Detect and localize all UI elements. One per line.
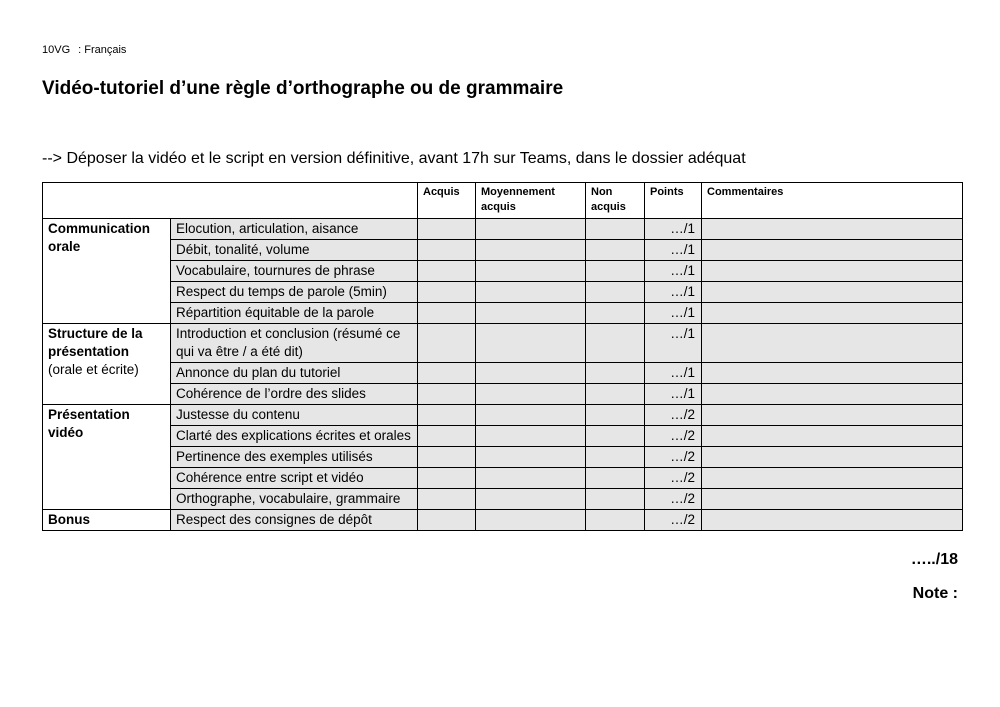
comment-cell[interactable] bbox=[702, 489, 963, 510]
criterion-label: Respect des consignes de dépôt bbox=[171, 510, 418, 531]
comment-cell[interactable] bbox=[702, 510, 963, 531]
acquis-cell[interactable] bbox=[418, 324, 476, 363]
table-row bbox=[43, 219, 963, 240]
criterion-label: Débit, tonalité, volume bbox=[171, 240, 418, 261]
comment-cell[interactable] bbox=[702, 324, 963, 363]
moyennement-acquis-cell[interactable] bbox=[476, 324, 586, 363]
table-row bbox=[43, 384, 963, 405]
non-acquis-cell[interactable] bbox=[586, 489, 645, 510]
acquis-cell[interactable] bbox=[418, 303, 476, 324]
column-header-non-acquis: Non acquis bbox=[586, 183, 645, 219]
comment-cell[interactable] bbox=[702, 261, 963, 282]
criterion-label: Respect du temps de parole (5min) bbox=[171, 282, 418, 303]
points-cell: …/1 bbox=[645, 240, 702, 261]
category-cell bbox=[43, 405, 171, 510]
moyennement-acquis-cell[interactable] bbox=[476, 510, 586, 531]
comment-cell[interactable] bbox=[702, 240, 963, 261]
column-header-moyennement-acquis: Moyennement acquis bbox=[476, 183, 586, 219]
acquis-cell[interactable] bbox=[418, 426, 476, 447]
note-label: Note : bbox=[912, 585, 958, 602]
moyennement-acquis-cell[interactable] bbox=[476, 405, 586, 426]
criterion-label: Introduction et conclusion (résumé ce qui va être / a été dit) bbox=[171, 324, 418, 363]
subject-name: : Français bbox=[78, 44, 127, 56]
points-cell: …/1 bbox=[645, 324, 702, 363]
comment-cell[interactable] bbox=[702, 282, 963, 303]
moyennement-acquis-cell[interactable] bbox=[476, 282, 586, 303]
category-label: Bonus bbox=[48, 512, 90, 527]
non-acquis-cell[interactable] bbox=[586, 426, 645, 447]
table-row bbox=[43, 261, 963, 282]
non-acquis-cell[interactable] bbox=[586, 282, 645, 303]
acquis-cell[interactable] bbox=[418, 447, 476, 468]
acquis-cell[interactable] bbox=[418, 489, 476, 510]
non-acquis-cell[interactable] bbox=[586, 384, 645, 405]
non-acquis-cell[interactable] bbox=[586, 240, 645, 261]
points-cell: …/2 bbox=[645, 447, 702, 468]
column-header-commentaires: Commentaires bbox=[702, 183, 963, 219]
criterion-label: Pertinence des exemples utilisés bbox=[171, 447, 418, 468]
criterion-label: Justesse du contenu bbox=[171, 405, 418, 426]
criterion-label: Cohérence entre script et vidéo bbox=[171, 468, 418, 489]
moyennement-acquis-cell[interactable] bbox=[476, 489, 586, 510]
non-acquis-cell[interactable] bbox=[586, 405, 645, 426]
points-cell: …/1 bbox=[645, 261, 702, 282]
table-row bbox=[43, 303, 963, 324]
comment-cell[interactable] bbox=[702, 468, 963, 489]
comment-cell[interactable] bbox=[702, 303, 963, 324]
moyennement-acquis-cell[interactable] bbox=[476, 468, 586, 489]
non-acquis-cell[interactable] bbox=[586, 219, 645, 240]
acquis-cell[interactable] bbox=[418, 405, 476, 426]
non-acquis-cell[interactable] bbox=[586, 468, 645, 489]
class-code: 10VG bbox=[42, 44, 71, 56]
table-row bbox=[43, 363, 963, 384]
column-header-blank bbox=[43, 183, 418, 219]
non-acquis-cell[interactable] bbox=[586, 447, 645, 468]
comment-cell[interactable] bbox=[702, 405, 963, 426]
header-row bbox=[43, 183, 963, 219]
grid-body bbox=[43, 219, 963, 531]
table-row bbox=[43, 240, 963, 261]
category-cell bbox=[43, 510, 171, 531]
moyennement-acquis-cell[interactable] bbox=[476, 303, 586, 324]
column-header-points: Points bbox=[645, 183, 702, 219]
category-cell bbox=[43, 324, 171, 405]
table-row bbox=[43, 282, 963, 303]
points-cell: …/2 bbox=[645, 468, 702, 489]
table-row bbox=[43, 447, 963, 468]
points-cell: …/2 bbox=[645, 426, 702, 447]
table-row bbox=[43, 489, 963, 510]
comment-cell[interactable] bbox=[702, 363, 963, 384]
acquis-cell[interactable] bbox=[418, 510, 476, 531]
category-label: Structure de la présentation bbox=[48, 326, 143, 359]
moyennement-acquis-cell[interactable] bbox=[476, 240, 586, 261]
table-row bbox=[43, 426, 963, 447]
moyennement-acquis-cell[interactable] bbox=[476, 363, 586, 384]
acquis-cell[interactable] bbox=[418, 219, 476, 240]
comment-cell[interactable] bbox=[702, 447, 963, 468]
category-sublabel: (orale et écrite) bbox=[48, 362, 139, 377]
moyennement-acquis-cell[interactable] bbox=[476, 219, 586, 240]
points-cell: …/1 bbox=[645, 282, 702, 303]
moyennement-acquis-cell[interactable] bbox=[476, 447, 586, 468]
points-cell: …/2 bbox=[645, 489, 702, 510]
acquis-cell[interactable] bbox=[418, 468, 476, 489]
category-cell bbox=[43, 219, 171, 324]
table-row bbox=[43, 324, 963, 363]
document-title: Vidéo-tutoriel d’une règle d’orthographe ou de grammaire bbox=[42, 78, 564, 99]
acquis-cell[interactable] bbox=[418, 240, 476, 261]
comment-cell[interactable] bbox=[702, 426, 963, 447]
non-acquis-cell[interactable] bbox=[586, 261, 645, 282]
category-label: Présentation vidéo bbox=[48, 407, 130, 440]
course-header bbox=[42, 44, 126, 56]
points-cell: …/1 bbox=[645, 363, 702, 384]
non-acquis-cell[interactable] bbox=[586, 510, 645, 531]
criterion-label: Orthographe, vocabulaire, grammaire bbox=[171, 489, 418, 510]
criterion-label: Elocution, articulation, aisance bbox=[171, 219, 418, 240]
acquis-cell[interactable] bbox=[418, 261, 476, 282]
acquis-cell[interactable] bbox=[418, 282, 476, 303]
evaluation-grid bbox=[42, 182, 963, 531]
points-cell: …/2 bbox=[645, 510, 702, 531]
criterion-label: Clarté des explications écrites et orales bbox=[171, 426, 418, 447]
comment-cell[interactable] bbox=[702, 219, 963, 240]
moyennement-acquis-cell[interactable] bbox=[476, 261, 586, 282]
acquis-cell[interactable] bbox=[418, 363, 476, 384]
criterion-label: Répartition équitable de la parole bbox=[171, 303, 418, 324]
non-acquis-cell[interactable] bbox=[586, 303, 645, 324]
table-row bbox=[43, 405, 963, 426]
moyennement-acquis-cell[interactable] bbox=[476, 384, 586, 405]
points-cell: …/1 bbox=[645, 303, 702, 324]
acquis-cell[interactable] bbox=[418, 384, 476, 405]
moyennement-acquis-cell[interactable] bbox=[476, 426, 586, 447]
table-row bbox=[43, 510, 963, 531]
comment-cell[interactable] bbox=[702, 384, 963, 405]
table-row bbox=[43, 468, 963, 489]
column-header-acquis: Acquis bbox=[418, 183, 476, 219]
criterion-label: Vocabulaire, tournures de phrase bbox=[171, 261, 418, 282]
criterion-label: Annonce du plan du tutoriel bbox=[171, 363, 418, 384]
non-acquis-cell[interactable] bbox=[586, 324, 645, 363]
criterion-label: Cohérence de l’ordre des slides bbox=[171, 384, 418, 405]
non-acquis-cell[interactable] bbox=[586, 363, 645, 384]
total-score: …../18 bbox=[910, 551, 958, 568]
points-cell: …/2 bbox=[645, 405, 702, 426]
points-cell: …/1 bbox=[645, 384, 702, 405]
points-cell: …/1 bbox=[645, 219, 702, 240]
category-label: Communication orale bbox=[48, 221, 151, 254]
instruction-text: --> Déposer la vidéo et le script en version définitive, avant 17h sur Teams, dans le dossier adéquat bbox=[42, 150, 746, 167]
